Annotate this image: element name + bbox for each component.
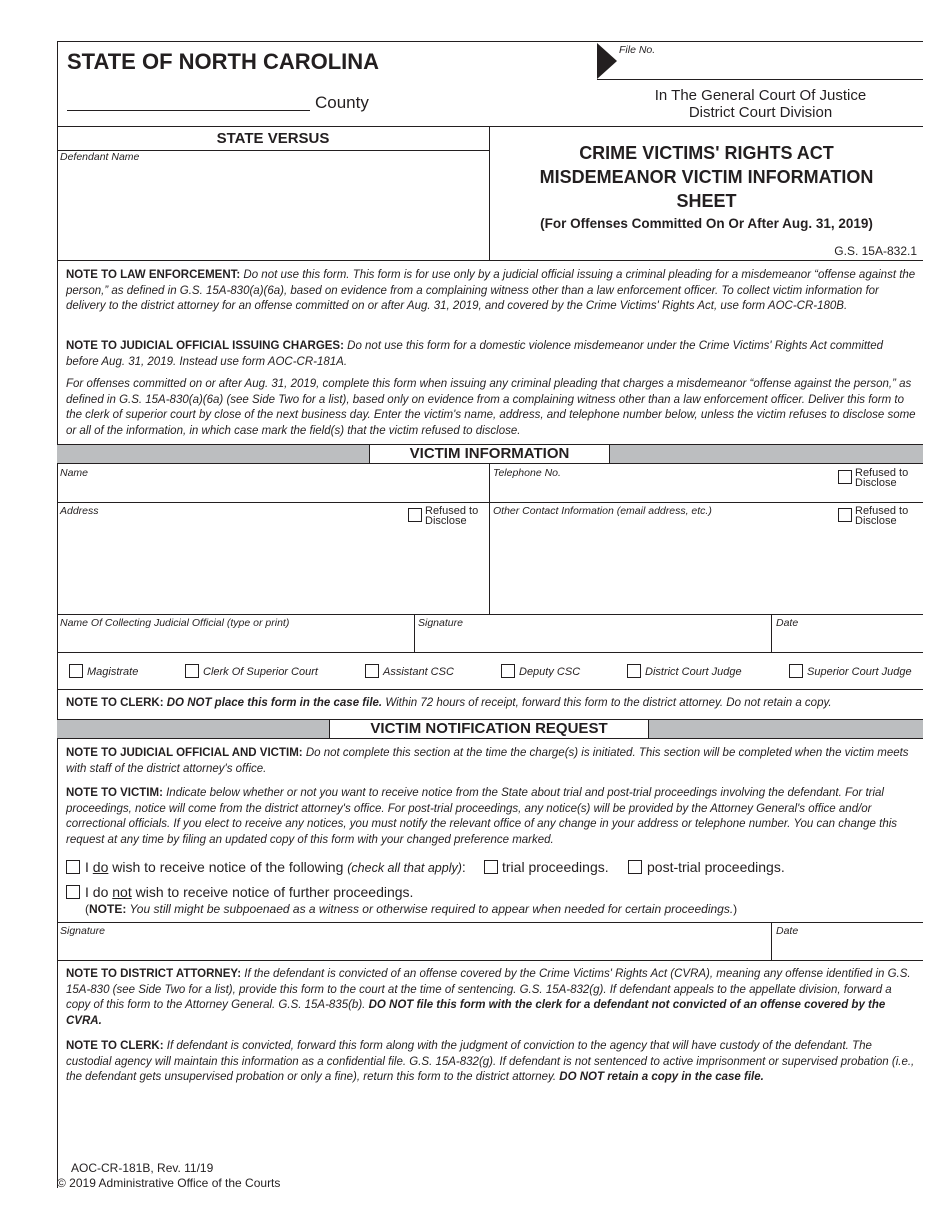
file-no-arrow-icon <box>597 43 617 79</box>
note-victim: NOTE TO VICTIM: Indicate below whether or not you want to receive notice from the State about trial and post-trial proceedings involving the defendant. For trial proceedings, notice will come from the district attorney's office. For post-trial proceedings, any notice(s) will be provided by the Attorney General's office and/or correctional officials. If you elect to receive any notices, you must notify the relevant office of any change in your address or telephone number. You can change this request at any time by filing an updated copy of this form with your changed preference marked. <box>66 787 898 846</box>
assistant-csc-checkbox[interactable] <box>365 664 379 678</box>
clerk-superior-court-label: Clerk Of Superior Court <box>203 666 318 678</box>
victim-name-label: Name <box>60 467 89 479</box>
telephone-field[interactable] <box>491 480 831 501</box>
official-name-label: Name Of Collecting Judicial Official (type or print) <box>60 617 290 629</box>
note-clerk-top: NOTE TO CLERK: DO NOT place this form in the case file. Within 72 hours of receipt, forward this form to the district attorney. Do not retain a copy. <box>66 697 832 709</box>
subpoena-note: (NOTE: You still might be subpoenaed as a witness or otherwise required to appear when needed for certain proceedings.) <box>85 902 738 916</box>
note-judicial-and-victim: NOTE TO JUDICIAL OFFICIAL AND VICTIM: Do not complete this section at the time the charge(s) is initiated. This section will be completed when the victim meets with staff of the district attorney's office. <box>66 747 909 775</box>
official-name-field[interactable] <box>58 630 412 651</box>
superior-court-judge-label: Superior Court Judge <box>807 666 912 678</box>
state-title: STATE OF NORTH CAROLINA <box>67 49 380 74</box>
trial-proceedings-checkbox[interactable] <box>484 860 498 874</box>
address-refused-checkbox[interactable] <box>408 508 422 522</box>
defendant-name-label: Defendant Name <box>60 151 140 163</box>
post-trial-proceedings-checkbox[interactable] <box>628 860 642 874</box>
note-judicial-official: NOTE TO JUDICIAL OFFICIAL ISSUING CHARGES: Do not use this form for a domestic violence misdemeanor under the Crime Victims' Rights Act committed before Aug. 31, 2019. Instead use form AOC-CR-181A. <box>66 340 884 368</box>
district-court-judge-checkbox[interactable] <box>627 664 641 678</box>
form-number: AOC-CR-181B, Rev. 11/19 <box>71 1161 214 1175</box>
address-refused-label: Refused to Disclose <box>425 505 479 527</box>
deputy-csc-checkbox[interactable] <box>501 664 515 678</box>
form-subtitle: (For Offenses Committed On Or After Aug. 31, 2019) <box>540 216 873 231</box>
superior-court-judge-checkbox[interactable] <box>789 664 803 678</box>
note-clerk-bottom: NOTE TO CLERK: If defendant is convicted, forward this form along with the judgment of conviction to the agency that will have custody of the defendant. The custodial agency will maintain this information as a confidential file. G.S. 15A-832(g). If defendant is not sentenced to active imprisonment or supervised probation (i.e., the defendant gets unsupervised probation or only a fine), return this form to the district attorney. DO NOT retain a copy in the case file. <box>66 1040 915 1083</box>
official-date-label: Date <box>776 617 799 629</box>
court-line-1: In The General Court Of Justice <box>654 87 867 104</box>
victim-name-field[interactable] <box>58 480 488 501</box>
victim-info-bar <box>57 444 923 464</box>
clerk-superior-court-checkbox[interactable] <box>185 664 199 678</box>
victim-signature-label: Signature <box>60 925 105 937</box>
official-signature-field[interactable] <box>416 630 769 651</box>
address-label: Address <box>60 505 99 517</box>
wish-notice-checkbox[interactable] <box>66 860 80 874</box>
defendant-name-field[interactable] <box>58 165 488 259</box>
no-notice-label: I do not wish to receive notice of further proceedings. <box>85 884 414 900</box>
form-title <box>490 141 923 213</box>
telephone-label: Telephone No. <box>493 467 561 479</box>
county-field-line[interactable] <box>67 110 310 111</box>
county-label: County <box>315 93 369 112</box>
victim-signature-field[interactable] <box>58 938 769 959</box>
copyright: © 2019 Administrative Office of the Courts <box>57 1176 281 1190</box>
trial-proceedings-label: trial proceedings. <box>502 859 609 875</box>
form-title-line-3: SHEET <box>676 191 737 211</box>
form-title-line-2: MISDEMEANOR VICTIM INFORMATION <box>539 167 874 187</box>
address-field[interactable] <box>58 520 406 612</box>
victim-date-label: Date <box>776 925 799 937</box>
telephone-refused-label: Refused to Disclose <box>855 467 909 489</box>
file-no-field[interactable] <box>597 79 923 80</box>
statute-ref: G.S. 15A-832.1 <box>834 244 917 258</box>
telephone-refused-checkbox[interactable] <box>838 470 852 484</box>
no-notice-checkbox[interactable] <box>66 885 80 899</box>
notification-bar <box>57 719 923 739</box>
assistant-csc-label: Assistant CSC <box>383 666 454 678</box>
other-contact-refused-checkbox[interactable] <box>838 508 852 522</box>
other-contact-field[interactable] <box>491 520 831 612</box>
other-contact-label: Other Contact Information (email address, etc.) <box>493 505 712 517</box>
magistrate-label: Magistrate <box>87 666 139 678</box>
state-versus: STATE VERSUS <box>216 130 330 147</box>
magistrate-checkbox[interactable] <box>69 664 83 678</box>
district-court-judge-label: District Court Judge <box>645 666 742 678</box>
notification-title: VICTIM NOTIFICATION REQUEST <box>329 719 649 739</box>
victim-date-field[interactable] <box>773 938 921 959</box>
instructions: For offenses committed on or after Aug. 31, 2019, complete this form when issuing any criminal pleading that charges a misdemeanor “offense against the person,” as defined in G.S. 15A-830(a)(6a) (see Side Two for a list), based only on evidence from a complaining witness other than a law enforcement officer. Deliver this form to the clerk of superior court by close of the next business day. Enter the victim's name, address, and telephone number below, unless the victim refuses to disclose some or all of the information, in which case mark the field(s) that the victim refused to disclose. <box>66 378 916 437</box>
official-signature-label: Signature <box>418 617 463 629</box>
file-no-label: File No. <box>619 44 656 56</box>
note-law-enforcement: NOTE TO LAW ENFORCEMENT: Do not use this form. This form is for use only by a judicial official issuing a criminal pleading for a misdemeanor “offense against the person,” as defined in G.S. 15A-830(a)(6a), based on evidence from a complaining witness other than a law enforcement officer. To collect victim information for delivery to the district attorney for an offense committed on or after Aug. 31, 2019, and covered by the Crime Victims' Rights Act, use form AOC-CR-180B. <box>66 269 916 312</box>
court-line-2: District Court Division <box>688 104 833 121</box>
note-district-attorney: NOTE TO DISTRICT ATTORNEY: If the defendant is convicted of an offense covered by the Crime Victims' Rights Act (CVRA), meaning any offense identified in G.S. 15A-830 (see Side Two for a list), provide this form to the court at the time of sentencing. G.S. 15A-832(g). If defendant appeals to the appellate division, forward a copy of this form to the Attorney General. G.S. 15A-835(b). DO NOT file this form with the clerk for a defendant not convicted of an offense covered by the CVRA. <box>66 968 911 1027</box>
other-contact-refused-label: Refused to Disclose <box>855 505 909 527</box>
official-date-field[interactable] <box>773 630 921 651</box>
post-trial-proceedings-label: post-trial proceedings. <box>647 859 785 875</box>
form-title-line-1: CRIME VICTIMS' RIGHTS ACT <box>579 143 834 163</box>
wish-notice-label: I do wish to receive notice of the following (check all that apply): <box>85 859 466 875</box>
deputy-csc-label: Deputy CSC <box>519 666 581 678</box>
victim-info-title: VICTIM INFORMATION <box>369 444 610 464</box>
